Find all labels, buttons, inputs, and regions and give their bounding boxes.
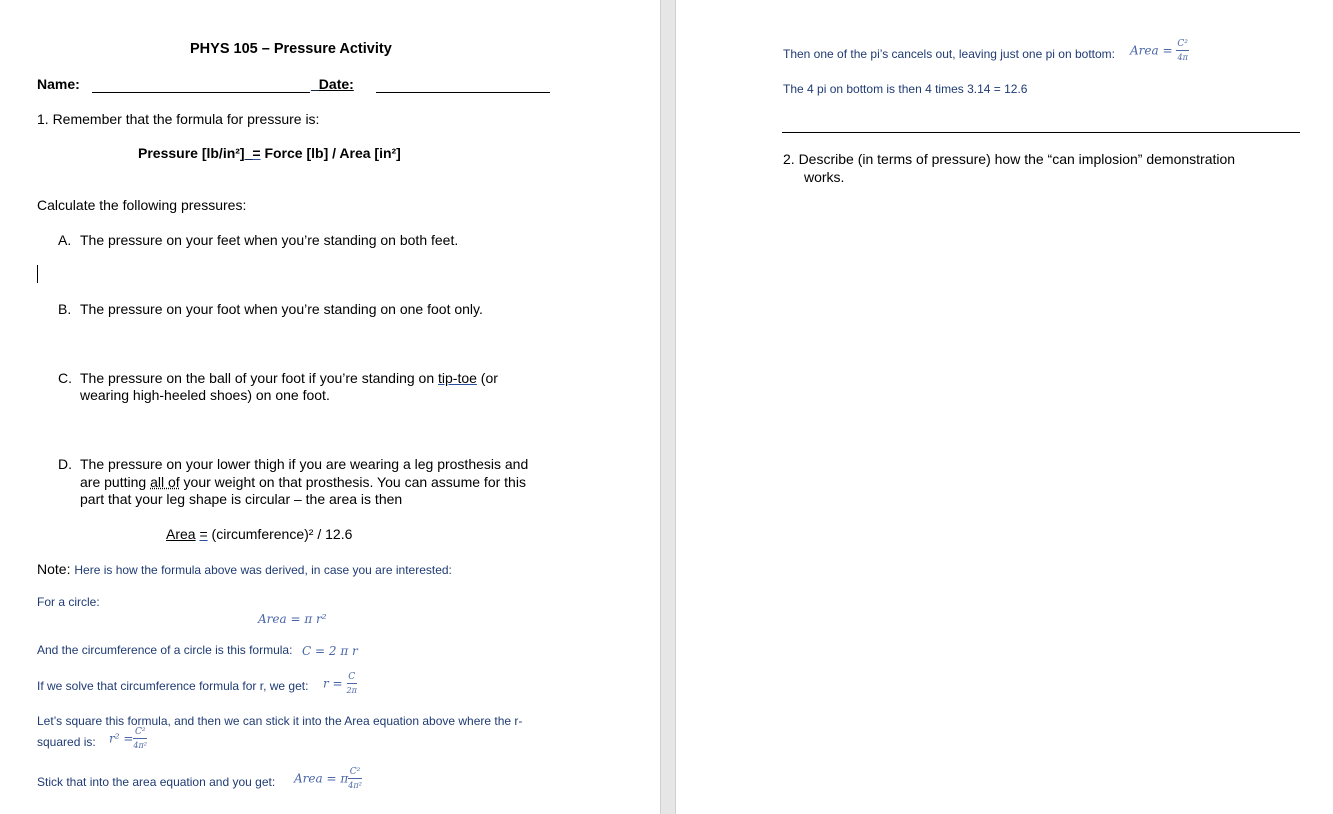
calc-intro: Calculate the following pressures: xyxy=(37,197,247,213)
pressure-formula-eq: _= xyxy=(244,145,261,161)
note-line xyxy=(37,561,452,578)
item-d-line2-pre: are putting xyxy=(80,474,151,490)
item-c-line2: wearing high-heeled shoes) on one foot. xyxy=(80,387,330,403)
item-d-line3: part that your leg shape is circular – the area is then xyxy=(80,491,403,507)
equation-r-num: C xyxy=(348,672,356,682)
equation-stick xyxy=(294,768,362,790)
question-2-line1: 2. Describe (in terms of pressure) how the “can implosion” demonstration xyxy=(783,151,1236,167)
equation-cancel-num: C² xyxy=(1177,39,1188,49)
item-d-line2-post: your weight on that prosthesis. You can assume for this xyxy=(179,474,526,490)
item-c-tiptoe: tip-toe xyxy=(438,370,477,386)
equation-stick-fraction xyxy=(348,768,362,790)
item-d-all-of: all of xyxy=(150,474,180,490)
square-text-line1: Let’s square this formula, and then we can stick it into the Area equation above where the r- xyxy=(37,714,523,728)
equation-r-lhs: r = xyxy=(323,676,343,691)
note-label: Note: xyxy=(37,561,71,577)
item-c-line1 xyxy=(80,370,498,387)
date-blank-line[interactable] xyxy=(376,92,550,93)
equation-r-squared xyxy=(109,728,147,750)
name-blank-line[interactable] xyxy=(92,92,310,93)
item-d-line1: The pressure on your lower thigh if you are wearing a leg prosthesis and xyxy=(80,456,529,472)
equation-r-den: 2π xyxy=(346,686,357,695)
area-formula xyxy=(166,526,352,543)
cancel-text: Then one of the pi’s cancels out, leaving just one pi on bottom: xyxy=(783,47,1115,61)
equation-stick-num: C² xyxy=(349,767,361,777)
item-c-line1-pre: The pressure on the ball of your foot if you’re standing on xyxy=(80,370,438,386)
equation-cancel-den: 4π xyxy=(1177,53,1188,62)
item-a-text: The pressure on your feet when you’re standing on both feet. xyxy=(80,232,459,248)
four-pi-text: The 4 pi on bottom is then 4 times 3.14 = 12.6 xyxy=(783,82,1028,96)
equation-cancel-lhs: Area = xyxy=(1130,43,1173,58)
equation-r2-lhs: r² = xyxy=(109,731,134,746)
area-formula-eq: = xyxy=(199,526,208,542)
item-b-label: B. xyxy=(58,301,72,317)
name-label: Name: xyxy=(37,76,80,92)
document-page-1[interactable] xyxy=(0,0,660,814)
pressure-formula-lhs: Pressure [lb/in²] xyxy=(138,145,245,161)
area-formula-rhs: (circumference)² / 12.6 xyxy=(211,526,353,542)
question-1: 1. Remember that the formula for pressure is: xyxy=(37,111,320,127)
equation-r2-den: 4π² xyxy=(133,741,147,750)
date-label-text: Date: xyxy=(318,76,354,92)
pressure-formula-rhs: Force [lb] / Area [in²] xyxy=(264,145,401,161)
date-label xyxy=(311,76,354,93)
text-cursor xyxy=(37,265,38,283)
equation-cancel xyxy=(1130,40,1189,62)
item-d-line2 xyxy=(80,474,526,491)
item-c-line1-post: (or xyxy=(476,370,498,386)
equation-circumference: C = 2 π r xyxy=(302,644,358,658)
document-title: PHYS 105 – Pressure Activity xyxy=(190,41,392,57)
equation-r-fraction xyxy=(347,673,357,695)
note-text: Here is how the formula above was derived, in case you are interested: xyxy=(74,563,452,577)
equation-area: Area = π r² xyxy=(258,612,327,626)
solve-text: If we solve that circumference formula for r, we get: xyxy=(37,679,309,693)
equation-cancel-fraction xyxy=(1176,40,1189,62)
item-c-label: C. xyxy=(58,370,72,386)
stick-text: Stick that into the area equation and you get: xyxy=(37,775,276,789)
square-text-line2: squared is: xyxy=(37,735,96,749)
equation-r xyxy=(323,673,357,695)
item-a-label: A. xyxy=(58,232,72,248)
date-prefix: _ xyxy=(311,76,319,92)
page-gutter xyxy=(660,0,676,814)
section-divider xyxy=(782,132,1300,133)
equation-r2-fraction xyxy=(133,728,147,750)
circumference-text: And the circumference of a circle is this formula: xyxy=(37,643,293,657)
equation-stick-lhs: Area = π xyxy=(294,771,349,786)
equation-r2-num: C² xyxy=(134,727,146,737)
document-page-2[interactable] xyxy=(676,0,1333,814)
question-2-line2: works. xyxy=(804,169,845,185)
equation-stick-den: 4π² xyxy=(348,781,362,790)
item-b-text: The pressure on your foot when you’re standing on one foot only. xyxy=(80,301,483,317)
area-formula-lhs: Area xyxy=(166,526,196,542)
pressure-formula xyxy=(138,145,401,162)
item-d-label: D. xyxy=(58,456,72,472)
for-circle-text: For a circle: xyxy=(37,595,100,609)
